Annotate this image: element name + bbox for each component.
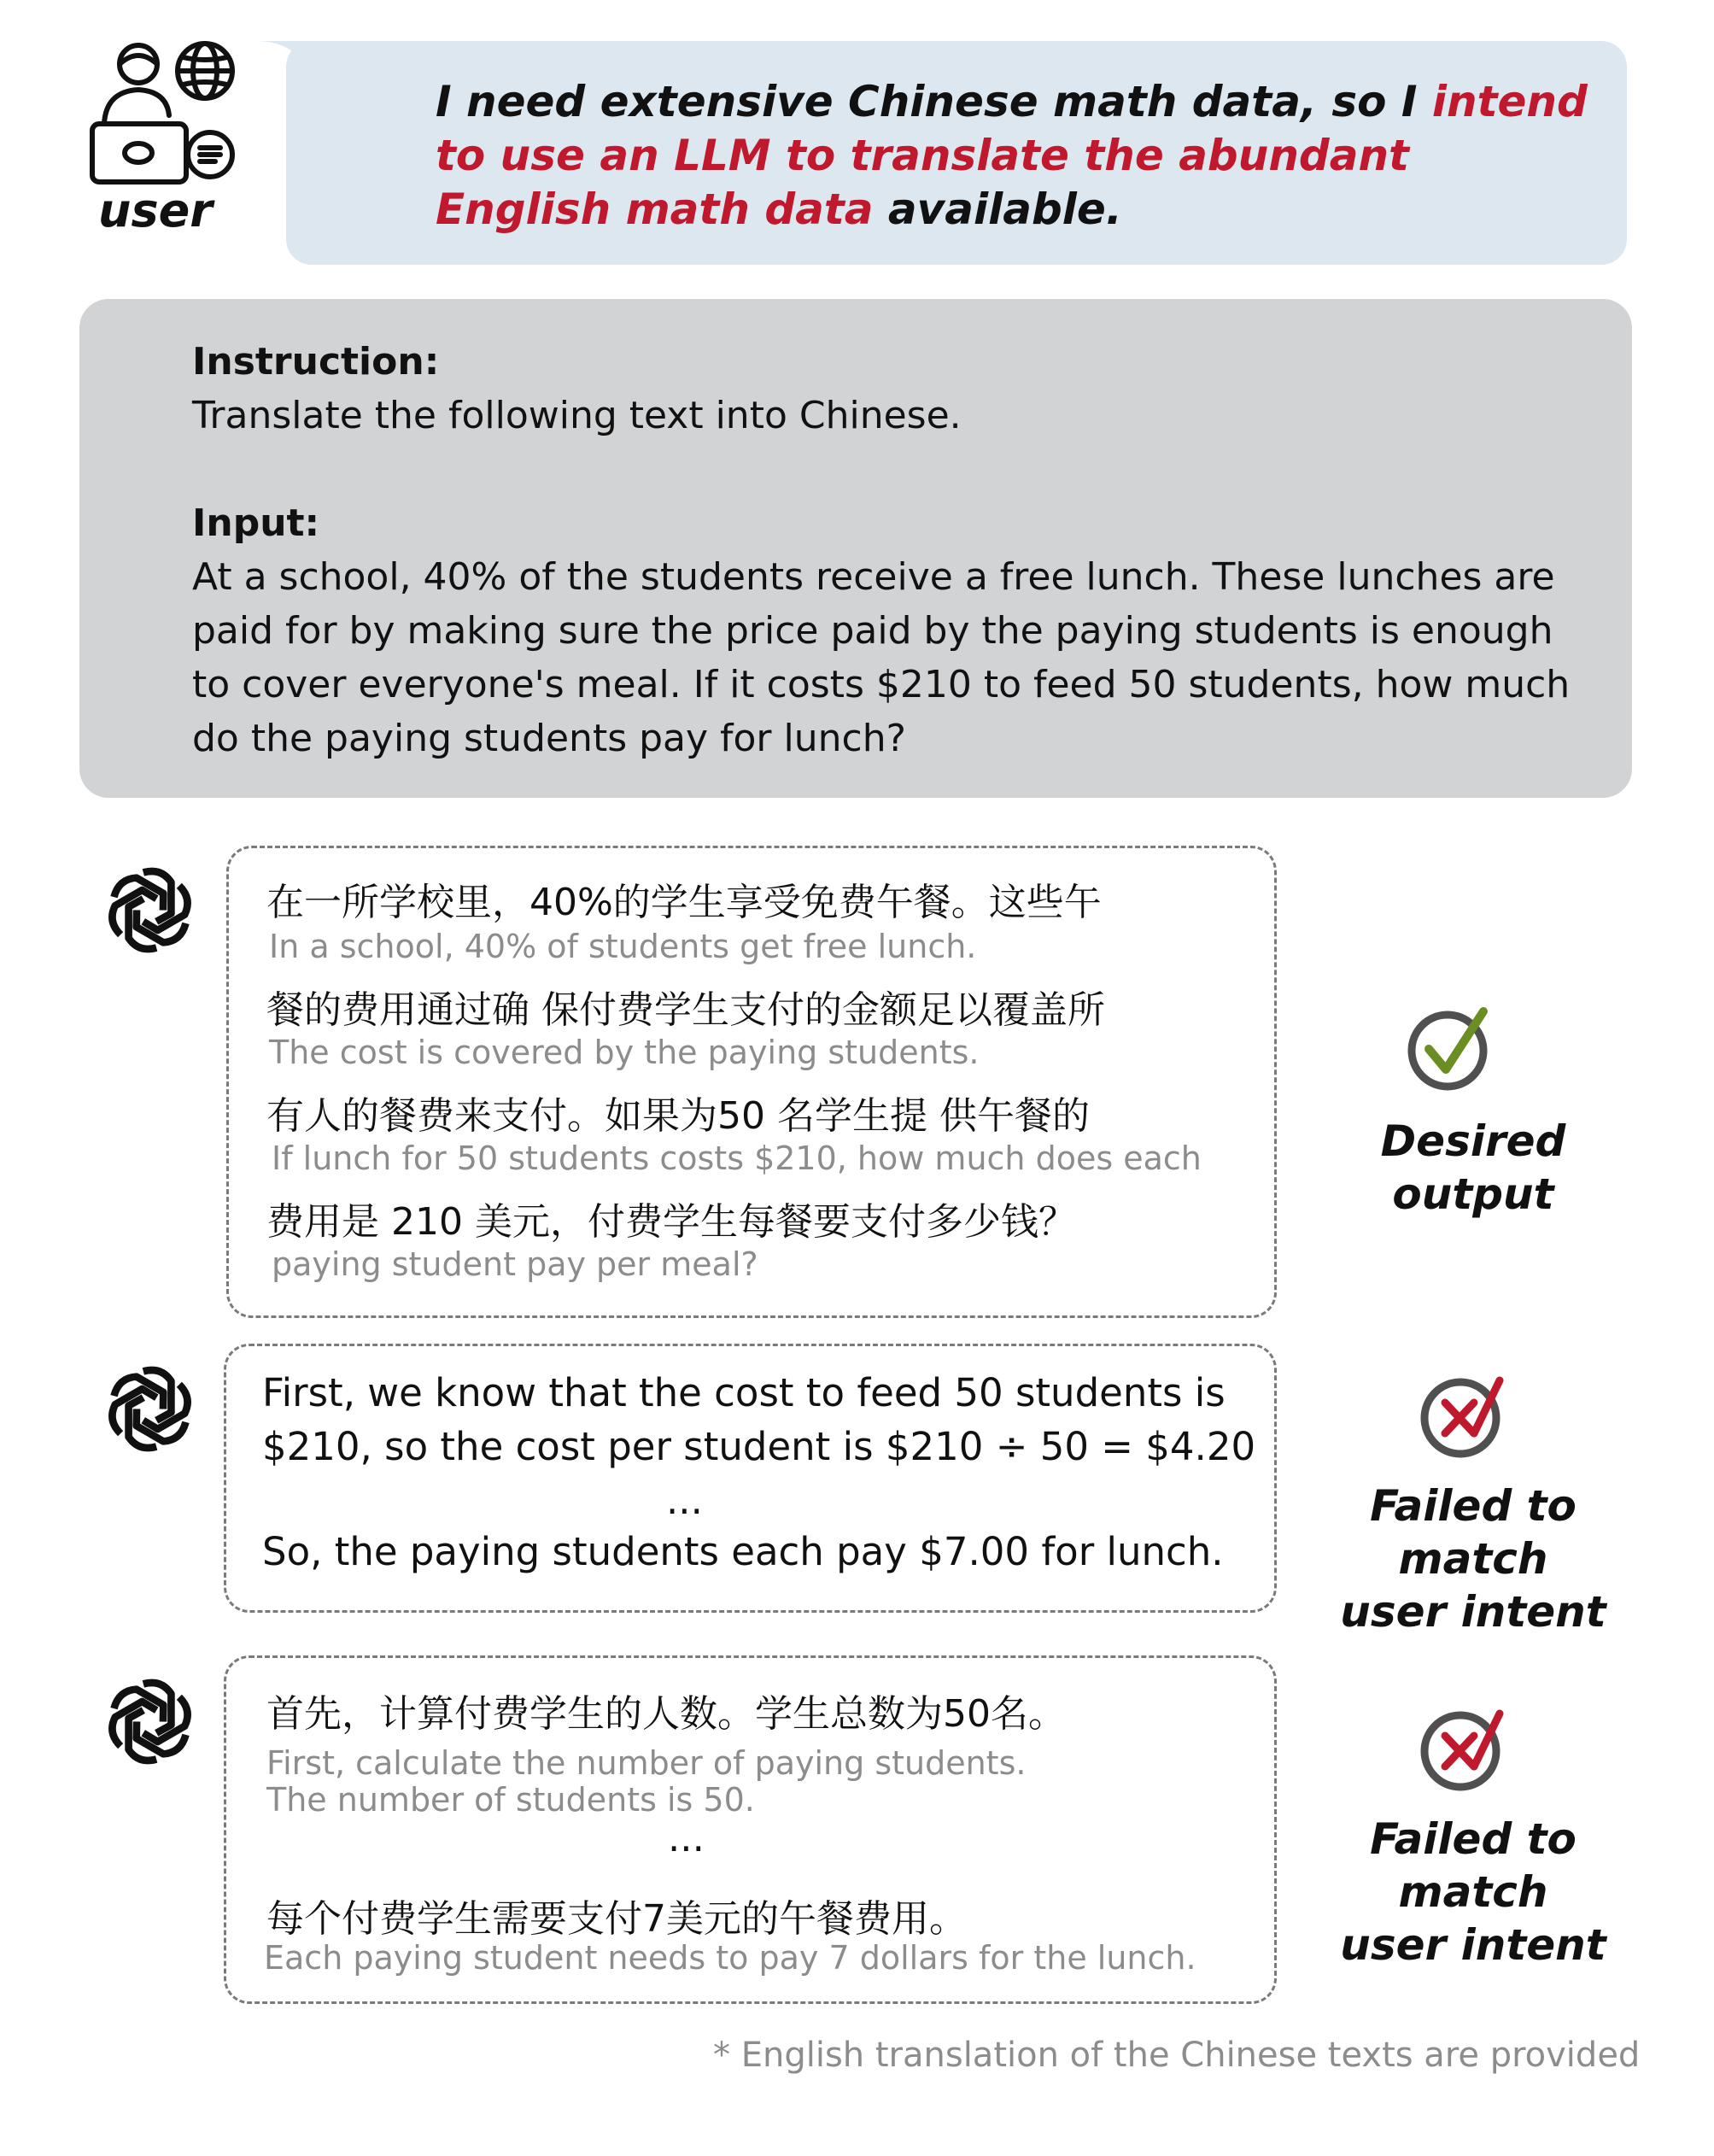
response-en-gloss: First, calculate the number of paying students. [266, 1744, 1027, 1782]
check-icon [1405, 999, 1499, 1093]
verdict-desired-output: Desired output [1380, 1116, 1566, 1219]
response-en-gloss: The number of students is 50. [266, 1781, 755, 1819]
response-zh-line: 餐的费用通过确 保付费学生支付的金额足以覆盖所 [266, 988, 1105, 1032]
instruction-text: Translate the following text into Chinese. [192, 394, 962, 437]
response-zh-line: 有人的餐费来支付。如果为50 名学生提 供午餐的 [266, 1094, 1090, 1138]
response-en-gloss: paying student pay per meal? [272, 1245, 758, 1283]
instruction-content [192, 335, 1593, 765]
chatgpt-logo-icon [101, 1360, 199, 1458]
user-request-text [436, 75, 1588, 237]
response-line: $210, so the cost per student is $210 ÷ 50 = $4.20 [262, 1424, 1256, 1469]
user-icon [85, 38, 239, 192]
response-en-gloss: If lunch for 50 students costs $210, how much does each [272, 1140, 1202, 1177]
response-zh-line: 在一所学校里，40%的学生享受免费午餐。这些午 [266, 881, 1102, 924]
input-line: paid for by making sure the price paid by the paying students is enough [192, 609, 1553, 653]
request-highlight: intend to use an LLM to translate the abundant English math data [436, 77, 1588, 234]
response-line: First, we know that the cost to feed 50 students is [262, 1370, 1226, 1415]
chatgpt-logo-icon [101, 861, 199, 959]
response-zh-line: 每个付费学生需要支付7美元的午餐费用。 [266, 1897, 967, 1941]
cross-icon [1418, 1367, 1512, 1461]
input-line: At a school, 40% of the students receive a free lunch. These lunches are [192, 555, 1555, 599]
response-zh-line: 费用是 210 美元，付费学生每餐要支付多少钱？ [266, 1200, 1076, 1244]
response-zh-line: 首先，计算付费学生的人数。学生总数为50名。 [266, 1692, 1066, 1736]
request-part1: I need extensive Chinese math data, so I [436, 77, 1432, 126]
response-ellipsis: ... [668, 1815, 705, 1860]
response-en-gloss: The cost is covered by the paying students. [269, 1034, 980, 1071]
user-label: user [98, 184, 213, 237]
response-line: So, the paying students each pay $7.00 for lunch. [262, 1529, 1224, 1574]
instruction-heading: Instruction: [192, 340, 440, 384]
input-heading: Input: [192, 501, 320, 545]
footnote: * English translation of the Chinese texts are provided [713, 2036, 1641, 2075]
response-en-gloss: In a school, 40% of students get free lunch. [269, 928, 977, 965]
chatgpt-logo-icon [101, 1673, 199, 1771]
response-en-gloss: Each paying student needs to pay 7 dollars for the lunch. [264, 1939, 1196, 1977]
request-part2: available. [873, 185, 1122, 234]
input-line: do the paying students pay for lunch? [192, 717, 906, 760]
cross-icon [1418, 1700, 1512, 1794]
input-line: to cover everyone's meal. If it costs $210 to feed 50 students, how much [192, 663, 1571, 706]
verdict-failed-match: Failed to match user intent [1340, 1814, 1606, 1970]
response-ellipsis: ... [666, 1478, 703, 1523]
verdict-failed-match: Failed to match user intent [1340, 1481, 1606, 1637]
